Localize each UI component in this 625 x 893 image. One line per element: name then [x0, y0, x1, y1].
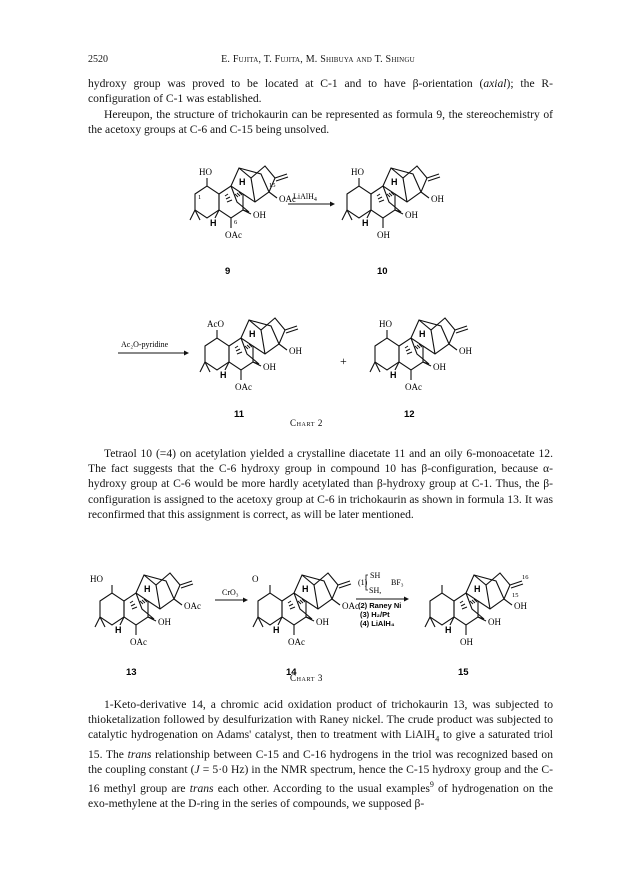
compound-number: 12 [404, 409, 415, 420]
label-right1: OAc [342, 601, 359, 611]
structure-10 [342, 166, 444, 277]
compound-number: 15 [458, 667, 469, 678]
locant-1: 1 [198, 194, 202, 201]
compound-number: 9 [225, 266, 231, 277]
label-right2: OH [263, 362, 276, 372]
label-bottom: OAc [405, 382, 422, 392]
label-right1: OAc [279, 194, 296, 204]
label-h2: H [362, 218, 369, 228]
step-4: (4) LiAlH₄ [360, 619, 395, 628]
label-bottom: OH [460, 637, 473, 647]
plus-sign: + [340, 354, 347, 368]
label-h1: H [144, 584, 151, 594]
reagent-lialh4: LiAlH$_4$ [293, 192, 317, 203]
reaction-arrow-acetylation [118, 340, 189, 356]
label-bottom: OAc [130, 637, 147, 647]
label-right2: OH [488, 617, 501, 627]
label-h2: H [220, 370, 227, 380]
structure-9 [190, 166, 296, 277]
paragraph-3: Tetraol 10 (=4) on acetylation yielded a crystalline diacetate 11 and an oily 6-monoacetate 12. The fact suggests that the C-6 hydroxy group in compound 10 has β-configuration, because α-hydroxy group at C-6 would be more hardly acetylated than β-hydroxy group at C-1. Thus, the β-configuration is assigned to the acetoxy group at C-6 in trichokaurin as shown in formula 13. It was reconfirmed that this assignment is correct, as will be later mentioned. [88, 447, 553, 521]
label-h1: H [302, 584, 309, 594]
chart-2-caption: Chart 2 [290, 418, 323, 428]
label-h2: H [273, 625, 280, 635]
label-right2: OH [316, 617, 329, 627]
label-right1: OH [459, 346, 472, 356]
chart-3-caption: Chart 3 [290, 673, 323, 683]
compound-number: 14 [286, 667, 297, 678]
structure-14 [252, 573, 359, 678]
label-right2: OH [158, 617, 171, 627]
step-3: (3) H₂/Pt [360, 610, 390, 619]
reagent-bf3: BF₃ [391, 578, 404, 587]
label-top: HO [199, 167, 212, 177]
paragraph-1: hydroxy group was proved to be located at C-1 and to have β-orientation (axial); the R-configuration of C-1 was established. [88, 77, 554, 106]
compound-number: 13 [126, 667, 137, 678]
label-bottom: OAc [225, 230, 242, 240]
chart-3-figure [0, 555, 625, 685]
compound-number: 11 [234, 409, 245, 420]
running-head-authors: E. Fujita, T. Fujita, M. Shibuya and T. Shingu [221, 54, 415, 65]
reagent-ac2o-pyridine: Ac₂O-pyridine [121, 340, 169, 349]
label-top: HO [379, 319, 392, 329]
reagent-sh-top: SH [370, 571, 381, 580]
label-bottom: OH [377, 230, 390, 240]
label-h2: H [390, 370, 397, 380]
reaction-arrow-lialh4 [288, 192, 335, 207]
structure-13 [90, 573, 201, 678]
reaction-arrow-multistep [356, 571, 409, 628]
label-h1: H [239, 177, 246, 187]
structure-12 [370, 318, 472, 420]
label-bottom: OAc [288, 637, 305, 647]
label-h2: H [210, 218, 217, 228]
label-right2: OH [405, 210, 418, 220]
label-top: AcO [207, 319, 224, 329]
label-top: HO [90, 574, 103, 584]
label-h2: H [115, 625, 122, 635]
chart-2-figure [0, 150, 625, 430]
locant-16: 16 [522, 574, 529, 581]
reaction-arrow-cro3 [215, 588, 248, 603]
label-h1: H [391, 177, 398, 187]
label-h1: H [419, 329, 426, 339]
label-bottom: OAc [235, 382, 252, 392]
paragraph-2: Hereupon, the structure of trichokaurin can be represented as formula 9, the stereochemistry of the acetoxy groups at C-6 and C-15 being unsolved. [88, 108, 553, 137]
label-right1: OH [514, 601, 527, 611]
locant-15: 15 [269, 182, 276, 189]
label-right1: OAc [184, 601, 201, 611]
compound-number: 10 [377, 266, 388, 277]
paragraph-4: 1-Keto-derivative 14, a chromic acid oxidation product of trichokaurin 13, was subjected to thioketalization followed by desulfurization with Raney nickel. The crude product was subjected to catalytic hydrogenation on Adams' catalyst, then to treatment with LiAlH$_4$ to give a saturated triol 15. The trans relationship between C-15 and C-16 hydrogens in the triol was recognized based on the coupling constant (J = 5·0 Hz) in the NMR spectrum, hence the C-15 hydroxy group and the C-16 methyl group are trans each other. According to the usual examples$^9$ of hydrogenation on the exo-methylene at the D-ring in the series of compounds, we supposed β- [88, 698, 553, 811]
step-1: (1) [358, 578, 368, 587]
label-h1: H [249, 329, 256, 339]
label-top: HO [351, 167, 364, 177]
reagent-sh-bottom: SH, [369, 586, 382, 595]
reagent-cro3: CrO₃ [222, 588, 239, 597]
running-head [88, 54, 548, 70]
label-h2: H [445, 625, 452, 635]
label-right2: OH [433, 362, 446, 372]
page-number: 2520 [88, 54, 108, 65]
step-2: (2) Raney Ni [358, 601, 402, 610]
label-right1: OH [431, 194, 444, 204]
label-right2: OH [253, 210, 266, 220]
label-h1: H [474, 584, 481, 594]
locant-6: 6 [234, 219, 238, 226]
locant-15: 15 [512, 592, 519, 599]
label-top: O [252, 574, 259, 584]
label-right1: OH [289, 346, 302, 356]
structure-11 [200, 318, 302, 420]
structure-15 [425, 573, 529, 678]
